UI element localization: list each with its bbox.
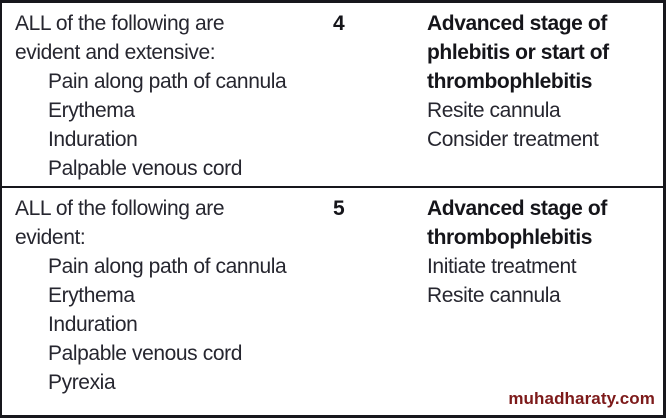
- criteria-item: Erythema: [48, 284, 135, 307]
- action-line: Initiate treatment: [427, 255, 577, 278]
- criteria-item: Pain along path of cannula: [48, 70, 287, 93]
- criteria-item: Palpable venous cord: [48, 157, 242, 180]
- criteria-item: Pyrexia: [48, 371, 116, 394]
- assessment-heading-line: thrombophlebitis: [427, 226, 593, 249]
- table-row-score-5: [2, 188, 663, 415]
- criteria-cell: [2, 9, 320, 186]
- criteria-item: Pain along path of cannula: [48, 255, 287, 278]
- assessment-heading-line: phlebitis or start of: [427, 41, 609, 64]
- action-line: Resite cannula: [427, 99, 561, 122]
- assessment-cell: [414, 194, 663, 415]
- score-value: 5: [333, 197, 345, 220]
- watermark-text: muhadharaty.com: [508, 389, 655, 408]
- assessment-heading-line: Advanced stage of: [427, 12, 607, 35]
- criteria-item: Induration: [48, 313, 138, 336]
- criteria-item: Induration: [48, 128, 138, 151]
- assessment-heading-line: thrombophlebitis: [427, 70, 593, 93]
- assessment-heading-line: Advanced stage of: [427, 197, 607, 220]
- criteria-intro-line: ALL of the following are: [15, 12, 225, 35]
- criteria-item: Erythema: [48, 99, 135, 122]
- score-value: 4: [333, 12, 345, 35]
- criteria-intro-line: evident and extensive:: [15, 41, 216, 64]
- action-line: Consider treatment: [427, 128, 599, 151]
- criteria-item: Palpable venous cord: [48, 342, 242, 365]
- criteria-intro-line: ALL of the following are: [15, 197, 225, 220]
- criteria-cell: [2, 194, 320, 415]
- criteria-intro-line: evident:: [15, 226, 86, 249]
- assessment-cell: [414, 9, 663, 186]
- table-row-score-4: [2, 3, 663, 188]
- action-line: Resite cannula: [427, 284, 561, 307]
